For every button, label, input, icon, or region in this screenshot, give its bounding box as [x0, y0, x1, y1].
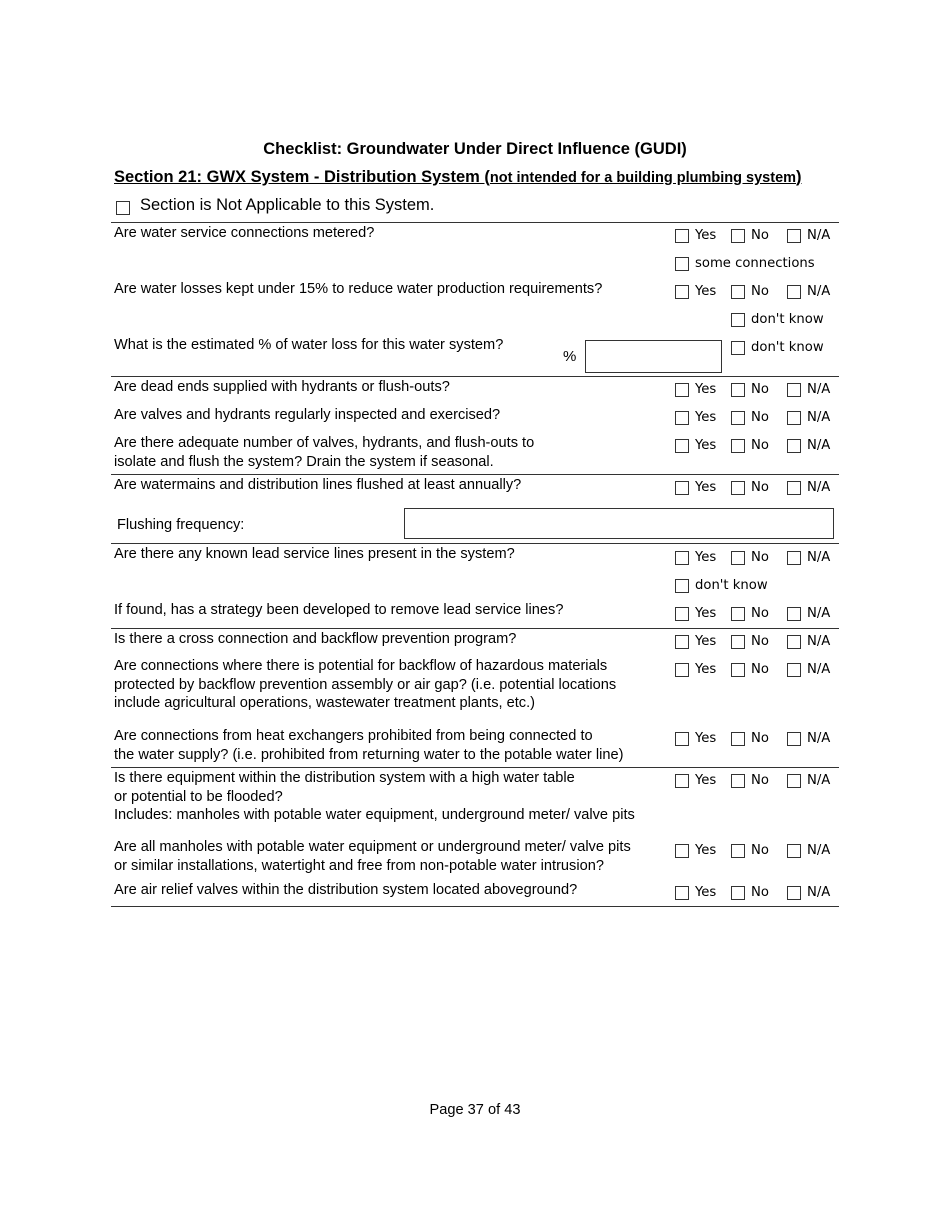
q1-no-option[interactable] — [731, 228, 769, 243]
q5-na-option[interactable] — [787, 410, 830, 425]
no-label: No — [751, 843, 769, 858]
na-label: N/A — [807, 410, 831, 425]
q1-na-checkbox[interactable] — [787, 229, 801, 243]
q9-no-option[interactable] — [731, 606, 769, 621]
q10-no-checkbox[interactable] — [731, 635, 745, 649]
yes-label: Yes — [695, 228, 717, 243]
q8-na-checkbox[interactable] — [787, 551, 801, 565]
q15-yes-checkbox[interactable] — [675, 886, 689, 900]
question-cross-connection-program: Is there a cross connection and backflow prevention program? — [114, 631, 517, 647]
q2-yes-option[interactable] — [675, 284, 716, 299]
dont-know-label: don't know — [695, 578, 768, 593]
q14-no-checkbox[interactable] — [731, 844, 745, 858]
q10-na-option[interactable] — [787, 634, 830, 649]
no-label: No — [751, 382, 769, 397]
q1-yes-option[interactable] — [675, 228, 716, 243]
yes-label: Yes — [695, 438, 717, 453]
q10-na-checkbox[interactable] — [787, 635, 801, 649]
dont-know-label: don't know — [751, 312, 824, 327]
section-title — [114, 168, 802, 187]
q8-dont-know-option[interactable] — [675, 578, 768, 593]
divider — [111, 543, 839, 544]
question-line: Are connections where there is potential for backflow of hazardous materials — [114, 658, 608, 674]
q6-na-option[interactable] — [787, 438, 830, 453]
not-applicable-checkbox[interactable] — [116, 201, 130, 215]
q6-no-option[interactable] — [731, 438, 769, 453]
na-label: N/A — [807, 634, 831, 649]
yes-label: Yes — [695, 606, 717, 621]
q2-no-option[interactable] — [731, 284, 769, 299]
question-line: or similar installations, watertight and free from non-potable water intrusion? — [114, 857, 604, 874]
q1-yes-checkbox[interactable] — [675, 229, 689, 243]
q5-no-option[interactable] — [731, 410, 769, 425]
q14-no-option[interactable] — [731, 843, 769, 858]
q12-yes-option[interactable] — [675, 731, 716, 746]
dont-know-label: don't know — [751, 340, 824, 355]
q12-no-checkbox[interactable] — [731, 732, 745, 746]
q8-no-checkbox[interactable] — [731, 551, 745, 565]
divider — [111, 222, 839, 223]
q4-yes-option[interactable] — [675, 382, 716, 397]
no-label: No — [751, 284, 769, 299]
yes-label: Yes — [695, 731, 717, 746]
no-label: No — [751, 228, 769, 243]
section-title-main: Section 21: GWX System - Distribution System ( — [114, 168, 490, 186]
yes-label: Yes — [695, 284, 717, 299]
q13-na-checkbox[interactable] — [787, 774, 801, 788]
question-line: or potential to be flooded? — [114, 788, 283, 805]
no-label: No — [751, 885, 769, 900]
q7-no-checkbox[interactable] — [731, 481, 745, 495]
yes-label: Yes — [695, 662, 717, 677]
q9-na-option[interactable] — [787, 606, 830, 621]
q14-yes-option[interactable] — [675, 843, 716, 858]
section-title-note: not intended for a building plumbing system — [489, 170, 797, 186]
question-air-relief-valves: Are air relief valves within the distribution system located aboveground? — [114, 882, 578, 898]
na-label: N/A — [807, 228, 831, 243]
q8-yes-checkbox[interactable] — [675, 551, 689, 565]
q13-no-checkbox[interactable] — [731, 774, 745, 788]
q1-no-checkbox[interactable] — [731, 229, 745, 243]
q12-na-checkbox[interactable] — [787, 732, 801, 746]
no-label: No — [751, 550, 769, 565]
question-water-loss-percent: What is the estimated % of water loss for this water system? — [114, 337, 504, 353]
q11-yes-checkbox[interactable] — [675, 663, 689, 677]
question-line: protected by backflow prevention assembly or air gap? (i.e. potential locations — [114, 676, 617, 693]
q3-dont-know-option[interactable] — [731, 340, 824, 355]
divider — [111, 906, 839, 907]
q1-na-option[interactable] — [787, 228, 830, 243]
q15-na-option[interactable] — [787, 885, 830, 900]
question-backflow-hazardous — [114, 657, 616, 713]
na-label: N/A — [807, 438, 831, 453]
q1-some-connections-option[interactable] — [675, 256, 815, 271]
q7-yes-option[interactable] — [675, 480, 716, 495]
na-label: N/A — [807, 731, 831, 746]
question-line: isolate and flush the system? Drain the system if seasonal. — [114, 453, 494, 470]
q10-no-option[interactable] — [731, 634, 769, 649]
q12-yes-checkbox[interactable] — [675, 732, 689, 746]
q4-na-option[interactable] — [787, 382, 830, 397]
section-title-close: ) — [796, 168, 802, 186]
q9-yes-option[interactable] — [675, 606, 716, 621]
q13-yes-checkbox[interactable] — [675, 774, 689, 788]
flushing-frequency-label: Flushing frequency: — [117, 517, 245, 533]
q13-yes-option[interactable] — [675, 773, 716, 788]
q8-dont-know-checkbox[interactable] — [675, 579, 689, 593]
no-label: No — [751, 606, 769, 621]
question-water-losses: Are water losses kept under 15% to reduce water production requirements? — [114, 281, 603, 297]
q5-yes-checkbox[interactable] — [675, 411, 689, 425]
question-line: Includes: manholes with potable water equipment, underground meter/ valve pits — [114, 807, 635, 823]
yes-label: Yes — [695, 843, 717, 858]
yes-label: Yes — [695, 773, 717, 788]
no-label: No — [751, 662, 769, 677]
q8-na-option[interactable] — [787, 550, 830, 565]
q1-some-connections-checkbox[interactable] — [675, 257, 689, 271]
q10-yes-option[interactable] — [675, 634, 716, 649]
na-label: N/A — [807, 606, 831, 621]
question-lead-service-lines: Are there any known lead service lines present in the system? — [114, 546, 515, 562]
question-watermains-flushed: Are watermains and distribution lines flushed at least annually? — [114, 477, 522, 493]
q14-yes-checkbox[interactable] — [675, 844, 689, 858]
question-line: include agricultural operations, wastewater treatment plants, etc.) — [114, 695, 535, 711]
q4-no-option[interactable] — [731, 382, 769, 397]
q6-yes-checkbox[interactable] — [675, 439, 689, 453]
q2-na-checkbox[interactable] — [787, 285, 801, 299]
q7-na-option[interactable] — [787, 480, 830, 495]
q8-no-option[interactable] — [731, 550, 769, 565]
q4-na-checkbox[interactable] — [787, 383, 801, 397]
percent-unit: % — [563, 348, 577, 365]
q2-dont-know-checkbox[interactable] — [731, 313, 745, 327]
question-lead-strategy: If found, has a strategy been developed to remove lead service lines? — [114, 602, 564, 618]
q5-yes-option[interactable] — [675, 410, 716, 425]
question-line: Are all manholes with potable water equipment or underground meter/ valve pits — [114, 839, 631, 855]
q7-na-checkbox[interactable] — [787, 481, 801, 495]
not-applicable-label: Section is Not Applicable to this System. — [140, 196, 435, 214]
na-label: N/A — [807, 843, 831, 858]
yes-label: Yes — [695, 480, 717, 495]
q13-no-option[interactable] — [731, 773, 769, 788]
q14-na-option[interactable] — [787, 843, 830, 858]
q2-yes-checkbox[interactable] — [675, 285, 689, 299]
q5-no-checkbox[interactable] — [731, 411, 745, 425]
na-label: N/A — [807, 382, 831, 397]
q15-na-checkbox[interactable] — [787, 886, 801, 900]
yes-label: Yes — [695, 634, 717, 649]
no-label: No — [751, 410, 769, 425]
na-label: N/A — [807, 773, 831, 788]
yes-label: Yes — [695, 885, 717, 900]
q15-no-checkbox[interactable] — [731, 886, 745, 900]
no-label: No — [751, 634, 769, 649]
q11-na-checkbox[interactable] — [787, 663, 801, 677]
q12-no-option[interactable] — [731, 731, 769, 746]
divider — [111, 767, 839, 768]
q2-no-checkbox[interactable] — [731, 285, 745, 299]
q6-yes-option[interactable] — [675, 438, 716, 453]
page-number: Page 37 of 43 — [429, 1102, 521, 1118]
no-label: No — [751, 480, 769, 495]
question-dead-ends: Are dead ends supplied with hydrants or flush-outs? — [114, 379, 450, 395]
question-line: Are there adequate number of valves, hydrants, and flush-outs to — [114, 435, 535, 451]
divider — [111, 376, 839, 377]
q4-yes-checkbox[interactable] — [675, 383, 689, 397]
no-label: No — [751, 773, 769, 788]
question-line: Is there equipment within the distribution system with a high water table — [114, 770, 575, 786]
q2-na-option[interactable] — [787, 284, 830, 299]
water-loss-percent-input[interactable] — [585, 340, 722, 373]
q9-na-checkbox[interactable] — [787, 607, 801, 621]
na-label: N/A — [807, 480, 831, 495]
question-manholes-watertight — [114, 838, 631, 875]
q11-no-option[interactable] — [731, 662, 769, 677]
q15-yes-option[interactable] — [675, 885, 716, 900]
q4-no-checkbox[interactable] — [731, 383, 745, 397]
yes-label: Yes — [695, 382, 717, 397]
some-connections-label: some connections — [695, 256, 815, 271]
na-label: N/A — [807, 885, 831, 900]
q6-na-checkbox[interactable] — [787, 439, 801, 453]
divider — [111, 628, 839, 629]
question-adequate-valves — [114, 434, 534, 471]
no-label: No — [751, 731, 769, 746]
q3-dont-know-checkbox[interactable] — [731, 341, 745, 355]
q14-na-checkbox[interactable] — [787, 844, 801, 858]
question-water-connections-metered: Are water service connections metered? — [114, 225, 375, 241]
q5-na-checkbox[interactable] — [787, 411, 801, 425]
q2-dont-know-option[interactable] — [731, 312, 824, 327]
q11-na-option[interactable] — [787, 662, 830, 677]
na-label: N/A — [807, 284, 831, 299]
question-line: the water supply? (i.e. prohibited from returning water to the potable water line) — [114, 746, 624, 763]
q11-yes-option[interactable] — [675, 662, 716, 677]
na-label: N/A — [807, 550, 831, 565]
q6-no-checkbox[interactable] — [731, 439, 745, 453]
yes-label: Yes — [695, 410, 717, 425]
page-title: Checklist: Groundwater Under Direct Influence (GUDI) — [263, 140, 687, 158]
q13-na-option[interactable] — [787, 773, 830, 788]
question-line: Are connections from heat exchangers prohibited from being connected to — [114, 728, 593, 744]
flushing-frequency-input[interactable] — [404, 508, 834, 539]
question-heat-exchangers — [114, 727, 623, 764]
question-flood-equipment — [114, 769, 635, 825]
q10-yes-checkbox[interactable] — [675, 635, 689, 649]
yes-label: Yes — [695, 550, 717, 565]
q12-na-option[interactable] — [787, 731, 830, 746]
q8-yes-option[interactable] — [675, 550, 716, 565]
q9-yes-checkbox[interactable] — [675, 607, 689, 621]
divider — [111, 474, 839, 475]
q9-no-checkbox[interactable] — [731, 607, 745, 621]
q7-no-option[interactable] — [731, 480, 769, 495]
not-applicable-option[interactable] — [116, 196, 434, 215]
na-label: N/A — [807, 662, 831, 677]
q15-no-option[interactable] — [731, 885, 769, 900]
q7-yes-checkbox[interactable] — [675, 481, 689, 495]
question-valves-inspected: Are valves and hydrants regularly inspected and exercised? — [114, 407, 501, 423]
q11-no-checkbox[interactable] — [731, 663, 745, 677]
no-label: No — [751, 438, 769, 453]
